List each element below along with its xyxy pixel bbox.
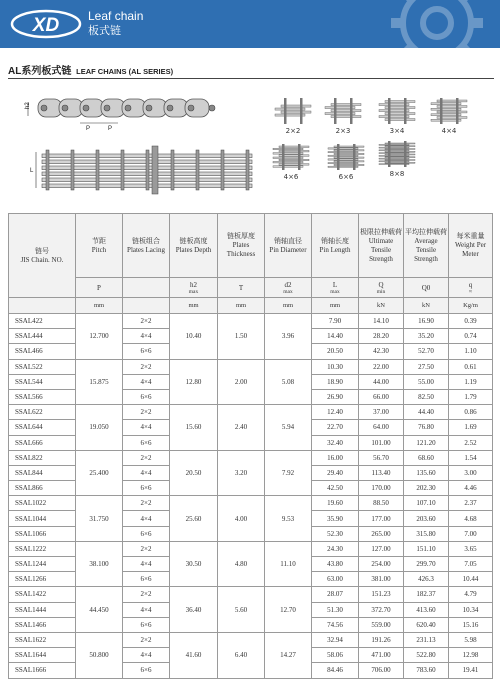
average-strength-cell: 68.60 — [404, 450, 449, 465]
ultimate-strength-cell: 265.00 — [359, 526, 404, 541]
weight-cell: 1.54 — [449, 450, 493, 465]
chain-number-cell: SSAL1022 — [9, 496, 76, 511]
ultimate-strength-cell: 254.00 — [359, 557, 404, 572]
pin-shape — [152, 146, 158, 194]
pin-shape — [71, 150, 74, 190]
brand-name-cn: 板式链 — [88, 25, 121, 37]
pin-length-cell: 42.50 — [312, 481, 359, 496]
weight-cell: 0.86 — [449, 405, 493, 420]
unit-header: mm — [76, 298, 123, 314]
plate-lacing-icon — [428, 97, 470, 125]
chain-top-view — [30, 146, 252, 194]
plate-thickness-cell: 1.50 — [218, 314, 265, 360]
pin-shape — [298, 144, 301, 170]
column-header: 极限拉伸载荷 Ultimate Tensile Strength — [359, 214, 404, 278]
weight-cell: 7.00 — [449, 526, 493, 541]
pitch-cell: 44.450 — [76, 587, 123, 633]
lacing-label: 4×6 — [283, 173, 299, 181]
average-strength-cell: 76.80 — [404, 420, 449, 435]
brand-text — [88, 9, 143, 38]
lacing-cell: 6×6 — [123, 435, 170, 450]
unit-header: mm — [218, 298, 265, 314]
ultimate-strength-cell: 706.00 — [359, 663, 404, 678]
average-strength-cell: 55.00 — [404, 374, 449, 389]
weight-cell: 2.52 — [449, 435, 493, 450]
chain-number-cell: SSAL544 — [9, 374, 76, 389]
pin-diameter-cell: 7.92 — [265, 450, 312, 496]
column-header: 每米重量 Weight Per Meter — [449, 214, 493, 278]
chain-number-cell: SSAL644 — [9, 420, 76, 435]
plate-depth-cell: 41.60 — [170, 632, 218, 678]
chain-number-cell: SSAL622 — [9, 405, 76, 420]
column-header: 节距 Pitch — [76, 214, 123, 278]
unit-header: kN — [404, 298, 449, 314]
average-strength-cell: 202.30 — [404, 481, 449, 496]
lacing-cell: 6×6 — [123, 617, 170, 632]
plate-depth-cell: 36.40 — [170, 587, 218, 633]
lacing-cell: 4×4 — [123, 465, 170, 480]
symbol-header: L max — [312, 278, 359, 298]
weight-cell: 10.34 — [449, 602, 493, 617]
average-strength-cell: 203.60 — [404, 511, 449, 526]
chain-number-cell: SSAL1044 — [9, 511, 76, 526]
unit-header — [123, 298, 170, 314]
ultimate-strength-cell: 372.70 — [359, 602, 404, 617]
pin-shape — [353, 144, 356, 170]
column-header: 销轴长度 Pin Length — [312, 214, 359, 278]
weight-cell: 4.68 — [449, 511, 493, 526]
pin-length-cell: 58.06 — [312, 648, 359, 663]
pitch-cell: 25.400 — [76, 450, 123, 496]
pin-shape — [171, 150, 174, 190]
symbol-header — [123, 278, 170, 298]
plate-lacing-icon — [325, 143, 367, 171]
pin-length-cell: 16.00 — [312, 450, 359, 465]
plate-depth-cell: 12.80 — [170, 359, 218, 405]
pin-shape — [388, 98, 391, 124]
plate-lacing-icon — [376, 140, 418, 168]
spec-table-header — [9, 214, 493, 314]
column-header: 链板高度 Plates Depth — [170, 214, 218, 278]
pin-shape — [404, 98, 407, 124]
ultimate-strength-cell: 42.30 — [359, 344, 404, 359]
lacing-cell: 2×2 — [123, 450, 170, 465]
plate-depth-cell: 20.50 — [170, 450, 218, 496]
ultimate-strength-cell: 14.10 — [359, 314, 404, 329]
pin-length-cell: 24.30 — [312, 541, 359, 556]
average-strength-cell: 413.60 — [404, 602, 449, 617]
pin-diameter-cell: 5.08 — [265, 359, 312, 405]
ultimate-strength-cell: 191.26 — [359, 632, 404, 647]
weight-cell: 1.19 — [449, 374, 493, 389]
plate-thickness-cell: 2.40 — [218, 405, 265, 451]
weight-cell: 10.44 — [449, 572, 493, 587]
ultimate-strength-cell: 170.00 — [359, 481, 404, 496]
average-strength-cell: 44.40 — [404, 405, 449, 420]
ultimate-strength-cell: 64.00 — [359, 420, 404, 435]
average-strength-cell: 426.3 — [404, 572, 449, 587]
weight-cell: 0.61 — [449, 359, 493, 374]
series-title-cn: AL系列板式链 — [8, 66, 72, 77]
chain-number-cell: SSAL1466 — [9, 617, 76, 632]
pin-shape — [146, 105, 152, 111]
lacing-cell: 4×4 — [123, 557, 170, 572]
lacing-cell: 2×2 — [123, 496, 170, 511]
symbol-header: h2 max — [170, 278, 218, 298]
lacing-cell: 4×4 — [123, 374, 170, 389]
unit-header: mm — [170, 298, 218, 314]
plate-thickness-cell: 3.20 — [218, 450, 265, 496]
average-strength-cell: 315.80 — [404, 526, 449, 541]
pin-shape — [62, 105, 68, 111]
lacing-cell: 6×6 — [123, 663, 170, 678]
symbol-header: T — [218, 278, 265, 298]
pin-shape — [146, 150, 149, 190]
pin-shape — [104, 105, 110, 111]
weight-cell: 0.39 — [449, 314, 493, 329]
symbol-header: q ≈ — [449, 278, 493, 298]
symbol-header: Q min — [359, 278, 404, 298]
dim-h2-label: h2 — [25, 102, 31, 109]
pin-length-cell: 26.90 — [312, 389, 359, 404]
unit-header: mm — [265, 298, 312, 314]
pin-length-cell: 32.40 — [312, 435, 359, 450]
pin-shape — [167, 105, 173, 111]
ultimate-strength-cell: 66.00 — [359, 389, 404, 404]
lacing-label: 2×3 — [335, 127, 351, 135]
average-strength-cell: 783.60 — [404, 663, 449, 678]
average-strength-cell: 52.70 — [404, 344, 449, 359]
lacing-diagram — [376, 140, 418, 178]
weight-cell: 3.65 — [449, 541, 493, 556]
weight-cell: 3.00 — [449, 465, 493, 480]
pin-shape — [246, 150, 249, 190]
weight-cell: 1.10 — [449, 344, 493, 359]
average-strength-cell: 151.10 — [404, 541, 449, 556]
pin-shape — [188, 105, 194, 111]
divider — [8, 78, 494, 79]
gear-decoration-icon — [362, 0, 500, 48]
lacing-label: 8×8 — [389, 170, 405, 178]
average-strength-cell: 231.13 — [404, 632, 449, 647]
pin-length-cell: 10.30 — [312, 359, 359, 374]
symbol-header: d2 max — [265, 278, 312, 298]
dim-pitch-label: P — [86, 126, 91, 132]
average-strength-cell: 182.37 — [404, 587, 449, 602]
chain-number-cell: SSAL1266 — [9, 572, 76, 587]
chain-number-cell: SSAL466 — [9, 344, 76, 359]
spec-table — [8, 213, 493, 679]
lacing-label: 4×4 — [441, 127, 457, 135]
unit-header — [9, 298, 76, 314]
plate-lacing-icon — [322, 97, 364, 125]
plate-thickness-cell: 5.60 — [218, 587, 265, 633]
lacing-cell: 4×4 — [123, 511, 170, 526]
column-header: 链板组合 Plates Lacing — [123, 214, 170, 278]
pin-diameter-cell: 12.70 — [265, 587, 312, 633]
pin-shape — [282, 144, 285, 170]
table-row — [9, 541, 493, 556]
weight-cell: 2.37 — [449, 496, 493, 511]
lacing-diagram — [376, 97, 418, 135]
chain-number-cell: SSAL1244 — [9, 557, 76, 572]
lacing-cell: 6×6 — [123, 526, 170, 541]
plate-depth-cell: 10.40 — [170, 314, 218, 360]
pin-shape — [209, 105, 215, 111]
chain-side-view — [25, 99, 215, 132]
ultimate-strength-cell: 28.20 — [359, 329, 404, 344]
ultimate-strength-cell: 151.23 — [359, 587, 404, 602]
ultimate-strength-cell: 559.00 — [359, 617, 404, 632]
chain-number-cell: SSAL444 — [9, 329, 76, 344]
pin-shape — [121, 150, 124, 190]
chain-number-cell: SSAL1666 — [9, 663, 76, 678]
chain-number-cell: SSAL1422 — [9, 587, 76, 602]
table-row — [9, 632, 493, 647]
ultimate-strength-cell: 113.40 — [359, 465, 404, 480]
chain-drawing — [24, 90, 264, 200]
ultimate-strength-cell: 471.00 — [359, 648, 404, 663]
average-strength-cell: 620.40 — [404, 617, 449, 632]
lacing-cell: 6×6 — [123, 481, 170, 496]
pin-length-cell: 14.40 — [312, 329, 359, 344]
symbol-header: Q0 — [404, 278, 449, 298]
pin-length-cell: 19.60 — [312, 496, 359, 511]
weight-cell: 1.69 — [449, 420, 493, 435]
pin-shape — [46, 150, 49, 190]
pin-length-cell: 12.40 — [312, 405, 359, 420]
weight-cell: 12.98 — [449, 648, 493, 663]
pin-diameter-cell: 11.10 — [265, 541, 312, 587]
pin-length-cell: 52.30 — [312, 526, 359, 541]
lacing-diagram — [270, 143, 312, 181]
pin-length-cell: 43.80 — [312, 557, 359, 572]
pin-shape — [404, 141, 407, 167]
unit-header: Kg/m — [449, 298, 493, 314]
unit-header: kN — [359, 298, 404, 314]
lacing-diagram — [322, 97, 364, 135]
ultimate-strength-cell: 37.00 — [359, 405, 404, 420]
pin-shape — [337, 144, 340, 170]
weight-cell: 1.79 — [449, 389, 493, 404]
ultimate-strength-cell: 101.00 — [359, 435, 404, 450]
series-title-en: LEAF CHAINS (AL SERIES) — [76, 67, 174, 76]
weight-cell: 0.74 — [449, 329, 493, 344]
table-row — [9, 450, 493, 465]
column-header: 链号 JIS Chain. NO. — [9, 214, 76, 298]
table-row — [9, 496, 493, 511]
ultimate-strength-cell: 44.00 — [359, 374, 404, 389]
pitch-cell: 19.050 — [76, 405, 123, 451]
plate-lacing-icon — [270, 143, 312, 171]
pin-length-cell: 29.40 — [312, 465, 359, 480]
chain-number-cell: SSAL422 — [9, 314, 76, 329]
chain-number-cell: SSAL822 — [9, 450, 76, 465]
pin-length-cell: 18.90 — [312, 374, 359, 389]
average-strength-cell: 299.70 — [404, 557, 449, 572]
average-strength-cell: 107.10 — [404, 496, 449, 511]
average-strength-cell: 16.90 — [404, 314, 449, 329]
chain-number-cell: SSAL522 — [9, 359, 76, 374]
dim-length-label: L — [30, 168, 34, 174]
chain-number-cell: SSAL1622 — [9, 632, 76, 647]
pin-shape — [334, 98, 337, 124]
ultimate-strength-cell: 88.50 — [359, 496, 404, 511]
pin-shape — [83, 105, 89, 111]
pin-shape — [96, 150, 99, 190]
column-header: 平均拉伸载荷 Average Tensile Strength — [404, 214, 449, 278]
chain-number-cell: SSAL666 — [9, 435, 76, 450]
lacing-cell: 2×2 — [123, 314, 170, 329]
table-row — [9, 587, 493, 602]
average-strength-cell: 522.80 — [404, 648, 449, 663]
dim-pitch-label: P — [108, 126, 113, 132]
spec-table-body — [9, 314, 493, 679]
table-row — [9, 314, 493, 329]
pitch-cell: 50.800 — [76, 632, 123, 678]
ultimate-strength-cell: 127.00 — [359, 541, 404, 556]
brand-name-en: Leaf chain — [88, 9, 144, 23]
pin-shape — [196, 150, 199, 190]
pin-shape — [350, 98, 353, 124]
weight-cell: 5.98 — [449, 632, 493, 647]
average-strength-cell: 82.50 — [404, 389, 449, 404]
plate-thickness-cell: 6.40 — [218, 632, 265, 678]
lacing-diagram — [272, 97, 314, 135]
header-banner — [0, 0, 500, 48]
pin-length-cell: 28.07 — [312, 587, 359, 602]
plate-depth-cell: 15.60 — [170, 405, 218, 451]
logo-text: XD — [32, 15, 60, 36]
lacing-cell: 2×2 — [123, 359, 170, 374]
lacing-cell: 2×2 — [123, 541, 170, 556]
pin-diameter-cell: 9.53 — [265, 496, 312, 542]
plate-thickness-cell: 2.00 — [218, 359, 265, 405]
lacing-cell: 6×6 — [123, 572, 170, 587]
plate-depth-cell: 30.50 — [170, 541, 218, 587]
average-strength-cell: 27.50 — [404, 359, 449, 374]
plate-depth-cell: 25.60 — [170, 496, 218, 542]
plate-lacing-icon — [272, 97, 314, 125]
pin-diameter-cell: 3.96 — [265, 314, 312, 360]
ultimate-strength-cell: 177.00 — [359, 511, 404, 526]
weight-cell: 15.16 — [449, 617, 493, 632]
table-row — [9, 359, 493, 374]
column-header: 链板厚度 Plates Thickness — [218, 214, 265, 278]
column-header: 销轴直径 Pin Diameter — [265, 214, 312, 278]
weight-cell: 19.41 — [449, 663, 493, 678]
plate-lacing-icon — [376, 97, 418, 125]
pin-length-cell: 7.90 — [312, 314, 359, 329]
lacing-cell: 4×4 — [123, 420, 170, 435]
lacing-label: 2×2 — [285, 127, 301, 135]
series-title — [8, 62, 173, 77]
pin-length-cell: 74.56 — [312, 617, 359, 632]
pin-shape — [388, 141, 391, 167]
pin-shape — [41, 105, 47, 111]
lacing-cell: 6×6 — [123, 389, 170, 404]
pin-length-cell: 63.00 — [312, 572, 359, 587]
pin-shape — [125, 105, 131, 111]
lacing-cell: 2×2 — [123, 405, 170, 420]
pitch-cell: 31.750 — [76, 496, 123, 542]
brand-logo — [10, 8, 82, 40]
pitch-cell: 38.100 — [76, 541, 123, 587]
lacing-diagram — [325, 143, 367, 181]
chain-number-cell: SSAL1066 — [9, 526, 76, 541]
pin-shape — [221, 150, 224, 190]
average-strength-cell: 135.60 — [404, 465, 449, 480]
table-row — [9, 405, 493, 420]
pin-length-cell: 32.94 — [312, 632, 359, 647]
weight-cell: 7.05 — [449, 557, 493, 572]
pin-length-cell: 20.50 — [312, 344, 359, 359]
pitch-cell: 12.700 — [76, 314, 123, 360]
pitch-cell: 15.875 — [76, 359, 123, 405]
lacing-label: 6×6 — [338, 173, 354, 181]
pin-shape — [440, 98, 443, 124]
plate-thickness-cell: 4.80 — [218, 541, 265, 587]
chain-number-cell: SSAL1444 — [9, 602, 76, 617]
weight-cell: 4.46 — [449, 481, 493, 496]
pin-shape — [456, 98, 459, 124]
lacing-cell: 2×2 — [123, 632, 170, 647]
weight-cell: 4.79 — [449, 587, 493, 602]
pin-diameter-cell: 5.94 — [265, 405, 312, 451]
ultimate-strength-cell: 22.00 — [359, 359, 404, 374]
lacing-cell: 4×4 — [123, 329, 170, 344]
unit-header: mm — [312, 298, 359, 314]
pin-length-cell: 84.46 — [312, 663, 359, 678]
pin-length-cell: 35.90 — [312, 511, 359, 526]
pin-length-cell: 22.70 — [312, 420, 359, 435]
plate-thickness-cell: 4.00 — [218, 496, 265, 542]
lacing-cell: 4×4 — [123, 648, 170, 663]
pin-diameter-cell: 14.27 — [265, 632, 312, 678]
lacing-diagram — [428, 97, 470, 135]
symbol-header: P — [76, 278, 123, 298]
average-strength-cell: 121.20 — [404, 435, 449, 450]
lacing-cell: 2×2 — [123, 587, 170, 602]
ultimate-strength-cell: 56.70 — [359, 450, 404, 465]
chain-number-cell: SSAL844 — [9, 465, 76, 480]
pin-shape — [300, 98, 303, 124]
chain-number-cell: SSAL1644 — [9, 648, 76, 663]
average-strength-cell: 35.20 — [404, 329, 449, 344]
lacing-cell: 6×6 — [123, 344, 170, 359]
ultimate-strength-cell: 381.00 — [359, 572, 404, 587]
lacing-label: 3×4 — [389, 127, 405, 135]
lacing-cell: 4×4 — [123, 602, 170, 617]
pin-length-cell: 51.30 — [312, 602, 359, 617]
chain-number-cell: SSAL866 — [9, 481, 76, 496]
chain-number-cell: SSAL566 — [9, 389, 76, 404]
pin-shape — [284, 98, 287, 124]
chain-number-cell: SSAL1222 — [9, 541, 76, 556]
